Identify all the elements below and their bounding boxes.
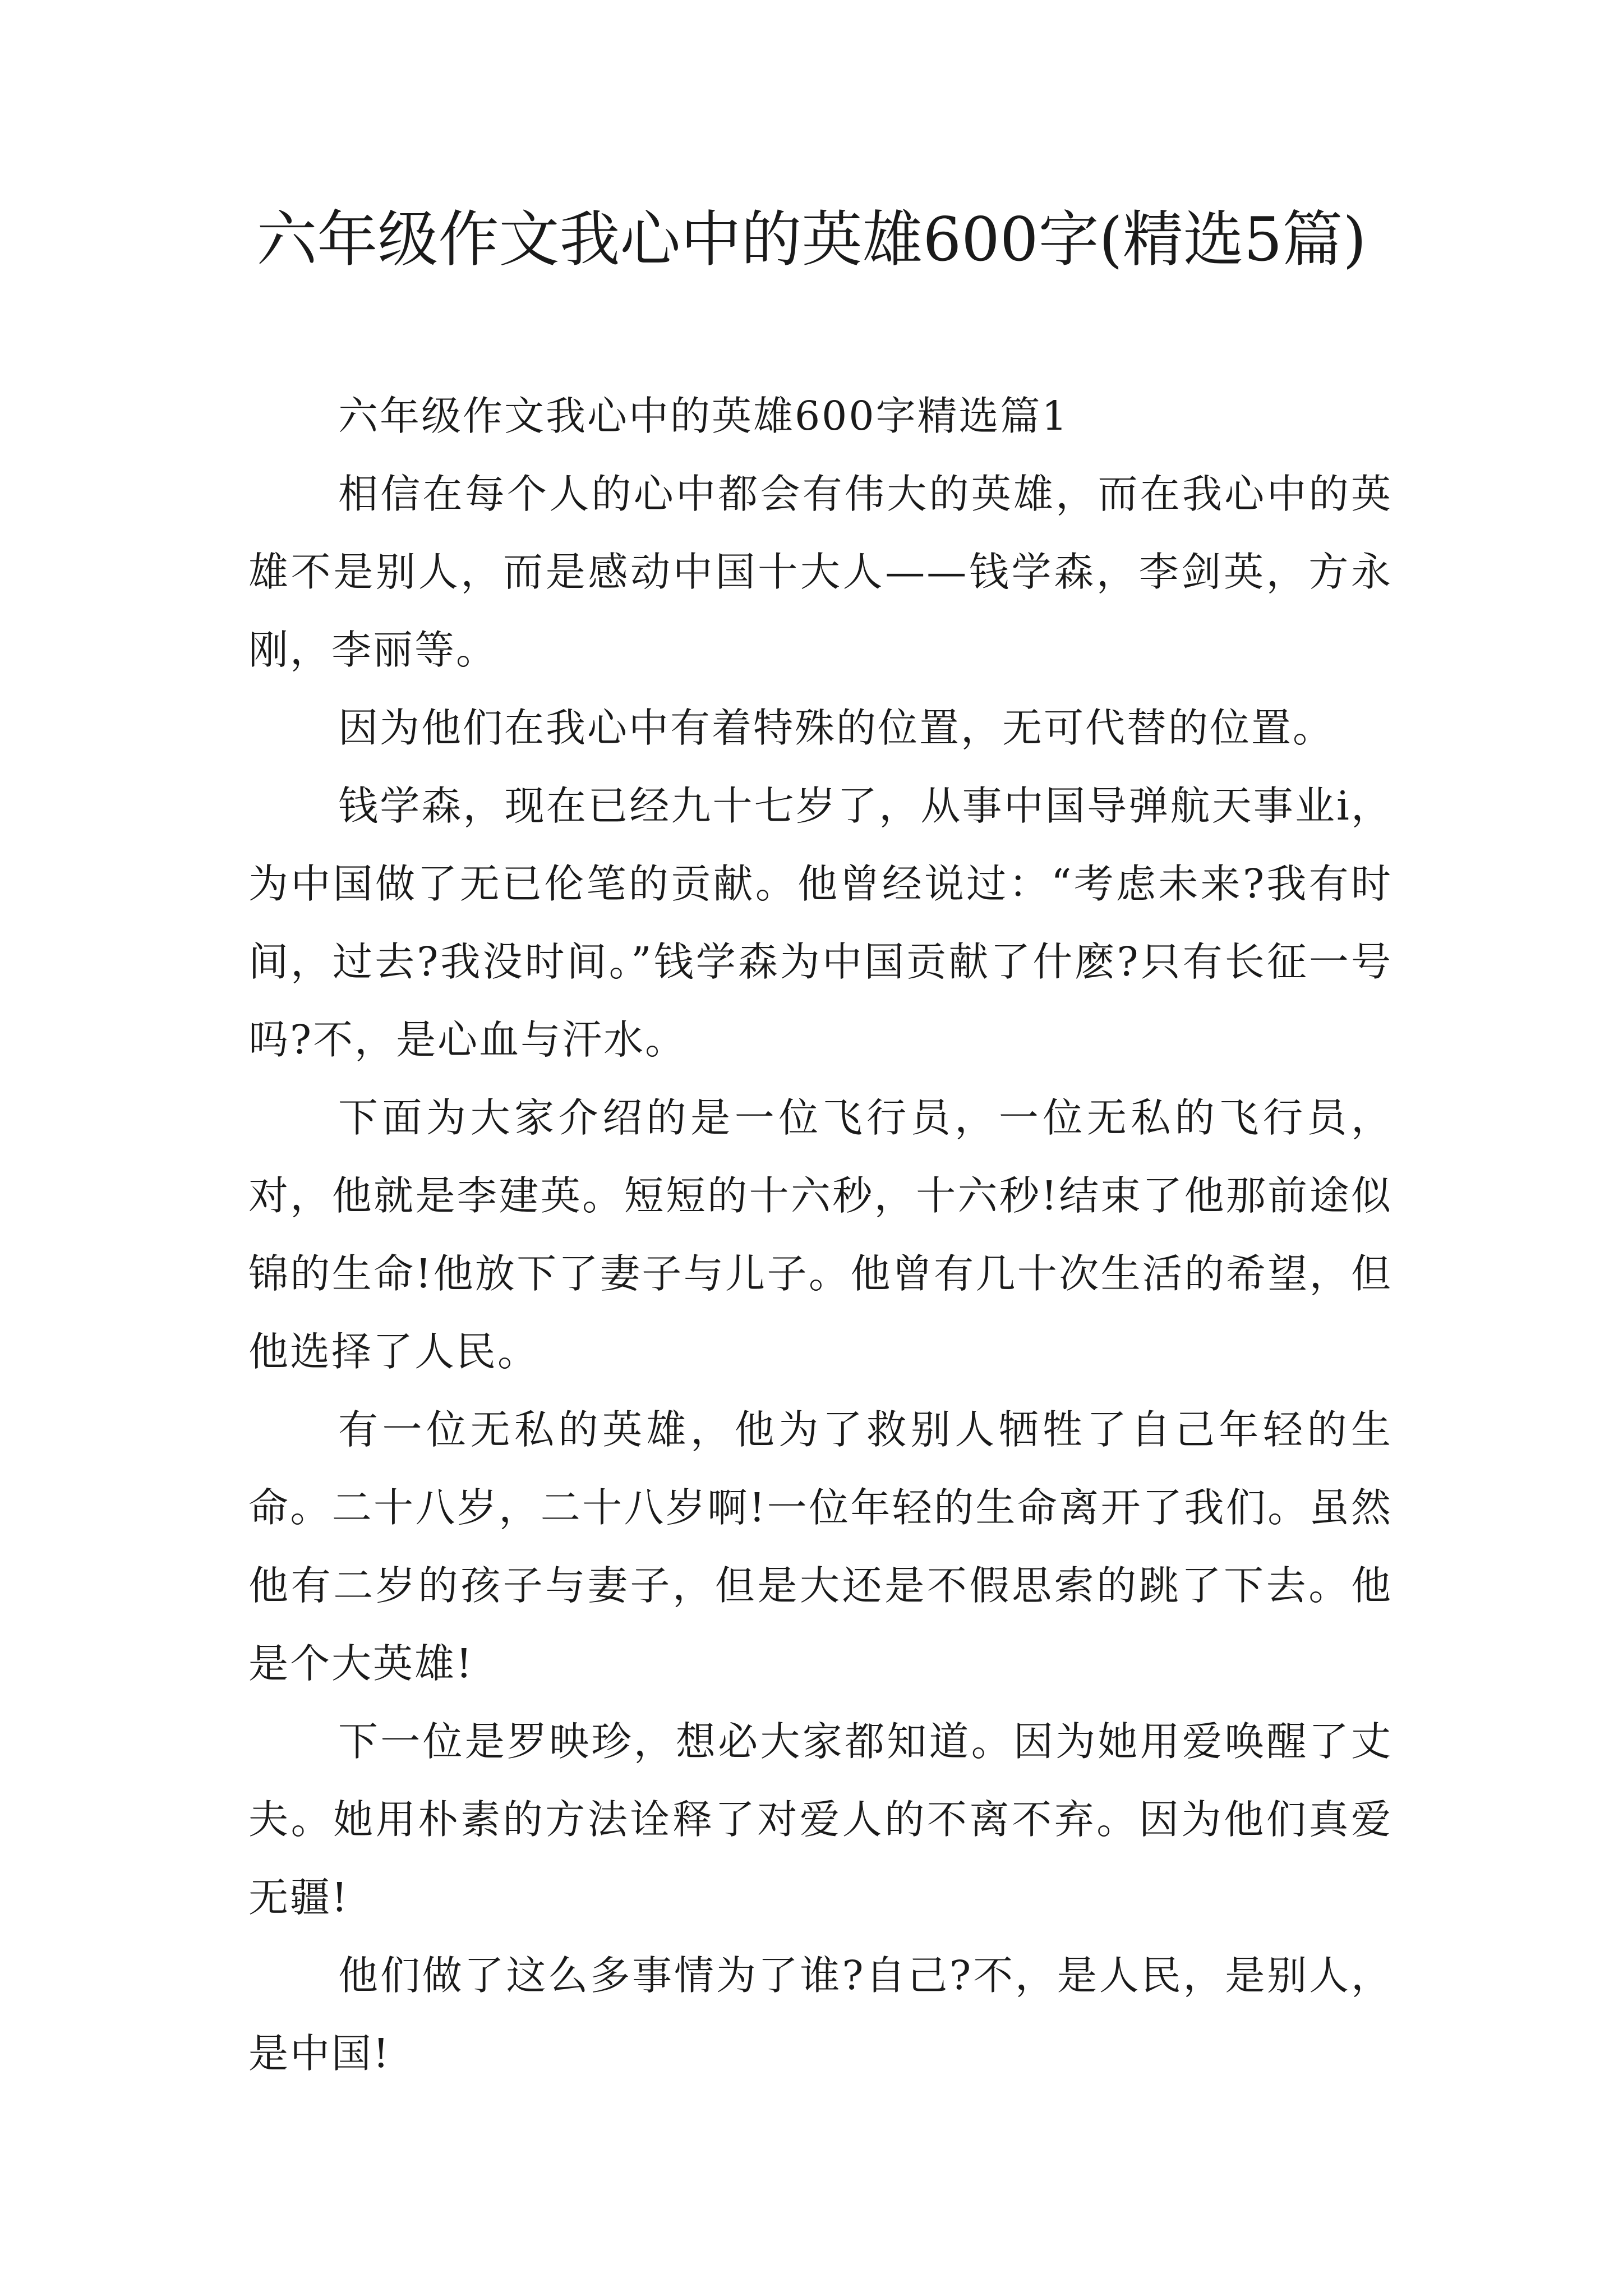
paragraph: 下一位是罗映珍，想必大家都知道。因为她用爱唤醒了丈夫。她用朴素的方法诠释了对爱人的不离不弃。因为他们真爱无疆! bbox=[248, 1718, 1393, 1921]
document-body bbox=[248, 377, 1393, 2092]
document-title: 六年级作文我心中的英雄600字(精选5篇) bbox=[256, 205, 1367, 275]
paragraph: 有一位无私的英雄，他为了救别人牺牲了自己年轻的生命。二十八岁，二十八岁啊!一位年轻的生命离开了我们。虽然他有二岁的孩子与妻子，但是大还是不假思索的跳了下去。他是个大英雄! bbox=[248, 1406, 1393, 1687]
paragraph: 相信在每个人的心中都会有伟大的英雄，而在我心中的英雄不是别人，而是感动中国十大人——钱学森，李剑英，方永刚，李丽等。 bbox=[248, 471, 1393, 673]
paragraph: 他们做了这么多事情为了谁?自己?不，是人民，是别人，是中国! bbox=[248, 1952, 1393, 2077]
paragraph: 因为他们在我心中有着特殊的位置，无可代替的位置。 bbox=[338, 705, 1335, 751]
section-heading: 六年级作文我心中的英雄600字精选篇1 bbox=[338, 393, 1069, 439]
paragraph: 钱学森，现在已经九十七岁了，从事中国导弹航天事业i，为中国做了无已伦笔的贡献。他曾经说过：“考虑未来?我有时间，过去?我没时间。”钱学森为中国贡献了什麽?只有长征一号吗?不，是心血与汗水。 bbox=[248, 783, 1393, 1063]
paragraph: 下面为大家介绍的是一位飞行员，一位无私的飞行员，对，他就是李建英。短短的十六秒，十六秒!结束了他那前途似锦的生命!他放下了妻子与儿子。他曾有几十次生活的希望，但他选择了人民。 bbox=[248, 1094, 1393, 1375]
